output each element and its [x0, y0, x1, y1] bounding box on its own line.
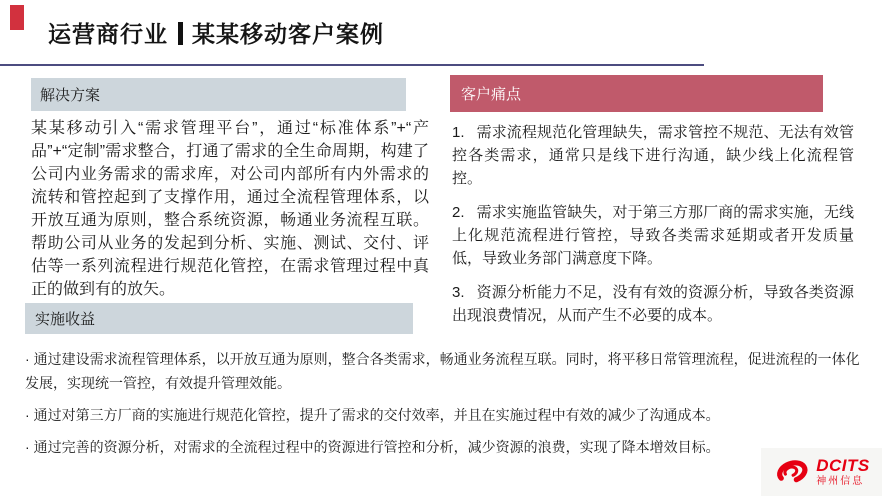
- bullet-icon: ·: [25, 407, 30, 423]
- pain-point-text: 需求实施监管缺失，对于第三方那厂商的需求实施，无线上化规范流程进行管控，导致各类需求延期或者开发质量低，导致业务部门满意度下降。: [452, 204, 854, 267]
- company-logo: [761, 448, 882, 496]
- page-title-left: 运营商行业: [48, 21, 168, 47]
- title-underline-rule: [0, 64, 704, 66]
- pain-points-header-label: 客户痛点: [461, 86, 522, 103]
- benefits-list: [25, 347, 873, 467]
- bullet-icon: ·: [25, 439, 30, 455]
- benefit-text: 通过对第三方厂商的实施进行规范化管控，提升了需求的交付效率，并且在实施过程中有效的减少了沟通成本。: [33, 407, 720, 423]
- logo-company-name: 神州信息: [816, 476, 865, 487]
- pain-point-item: [452, 121, 854, 190]
- dcits-swoosh-icon: [773, 457, 811, 487]
- title-divider-bar: [178, 22, 183, 45]
- title-accent-bar: [10, 5, 24, 30]
- pain-points-section-header: [450, 75, 823, 112]
- pain-point-number: 3.: [452, 284, 465, 301]
- bullet-icon: ·: [25, 351, 30, 367]
- solution-header-label: 解决方案: [40, 87, 101, 104]
- pain-point-text: 资源分析能力不足，没有有效的资源分析，导致各类资源出现浪费情况，从而产生不必要的成本。: [452, 284, 854, 324]
- page-title: [48, 16, 384, 49]
- pain-point-item: [452, 201, 854, 270]
- pain-point-text: 需求流程规范化管理缺失，需求管控不规范、无法有效管控各类需求，通常只是线下进行沟通，缺少线上化流程管控。: [452, 124, 854, 187]
- benefit-item: [25, 347, 873, 395]
- pain-points-list: [452, 121, 854, 338]
- benefit-item: [25, 435, 873, 459]
- logo-text: [816, 457, 870, 487]
- page-title-right: 某某移动客户案例: [192, 21, 384, 47]
- benefit-text: 通过完善的资源分析，对需求的全流程过程中的资源进行管控和分析，减少资源的浪费，实现了降本增效目标。: [33, 439, 720, 455]
- pain-point-number: 1.: [452, 124, 465, 141]
- solution-section-header: [31, 78, 406, 111]
- solution-body-text: 某某移动引入“需求管理平台”，通过“标准体系”+“产品”+“定制”需求整合，打通了需求的全生命周期，构建了公司内业务需求的需求库，对公司内部所有内外需求的流转和管控起到了支撑作用，通过全流程管理体系，以开放互通为原则，整合系统资源，畅通业务流程互联。帮助公司从业务的发起到分析、实施、测试、交付、评估等一系列流程进行规范化管控，在需求管理过程中真正的做到有的放矢。: [31, 120, 429, 298]
- benefits-header-label: 实施收益: [35, 311, 96, 328]
- benefit-item: [25, 403, 873, 427]
- pain-point-number: 2.: [452, 204, 465, 221]
- logo-brand-name: DCITS: [816, 456, 870, 475]
- benefits-section-header: [25, 303, 413, 334]
- benefit-text: 通过建设需求流程管理体系，以开放互通为原则，整合各类需求，畅通业务流程互联。同时，将平移日常管理流程，促进流程的一体化发展，实现统一管控，有效提升管理效能。: [25, 351, 860, 391]
- pain-point-item: [452, 281, 854, 327]
